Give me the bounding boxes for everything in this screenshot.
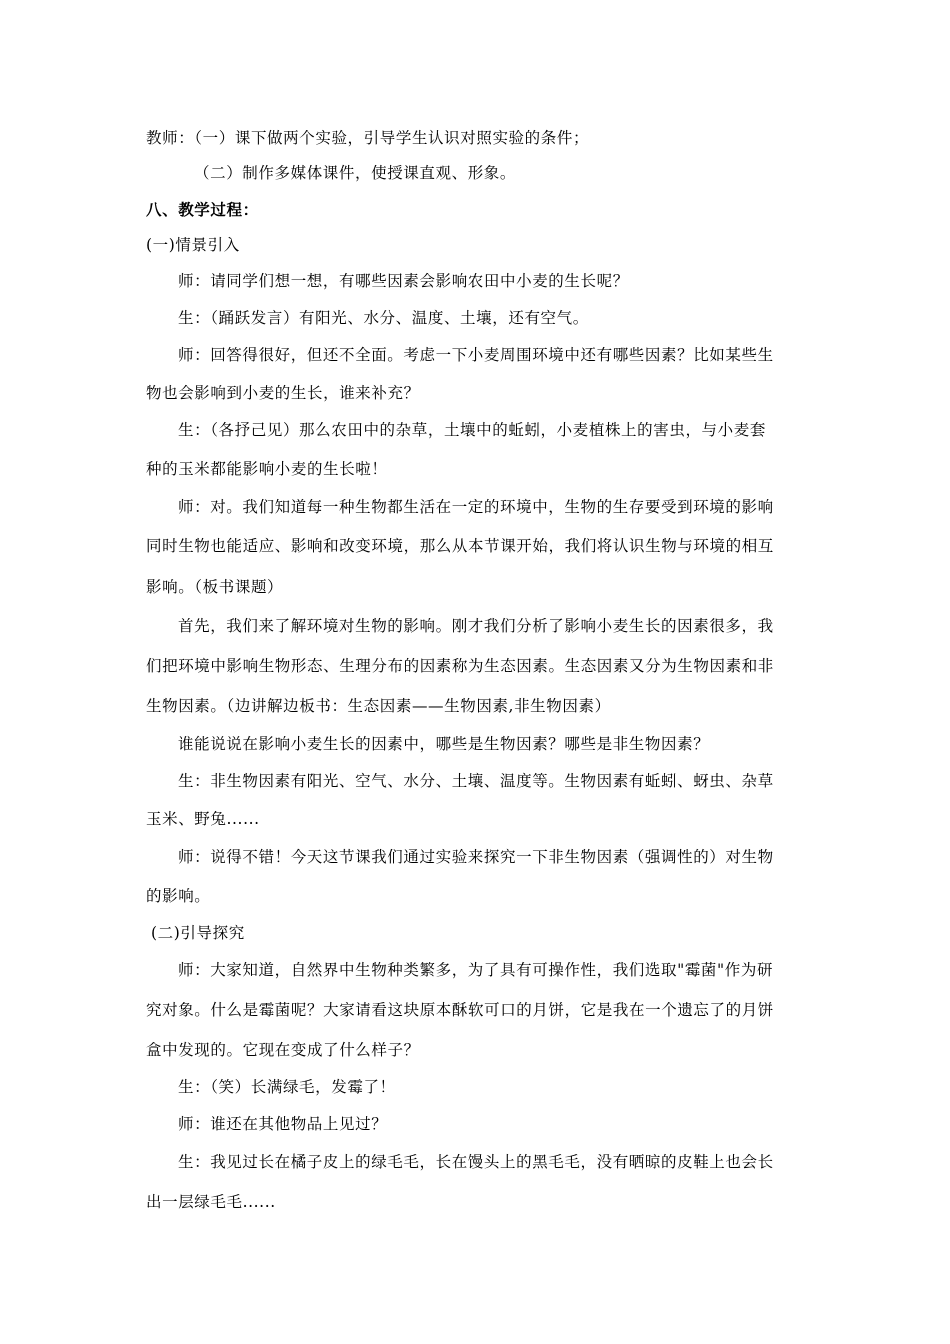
paragraph-line-15: 们把环境中影响生物形态、生理分布的因素称为生态因素。生态因素又分为生物因素和非 <box>146 657 774 675</box>
paragraph-line-16: 生物因素。（边讲解边板书：生态因素——生物因素,非生物因素） <box>146 697 611 715</box>
paragraph-line-27: 师：谁还在其他物品上见过？ <box>178 1115 388 1133</box>
paragraph-line-6: 生：（踊跃发言）有阳光、水分、温度、土壤，还有空气。 <box>178 309 589 327</box>
paragraph-line-25: 盒中发现的。它现在变成了什么样子？ <box>146 1041 420 1059</box>
paragraph-line-20: 师：说得不错！今天这节课我们通过实验来探究一下非生物因素（强调性的）对生物 <box>178 848 774 866</box>
paragraph-line-18: 生：非生物因素有阳光、空气、水分、土壤、温度等。生物因素有蚯蚓、蚜虫、杂草 <box>178 772 774 790</box>
paragraph-line-5: 师：请同学们想一想，有哪些因素会影响农田中小麦的生长呢？ <box>178 272 629 290</box>
paragraph-line-10: 种的玉米都能影响小麦的生长啦！ <box>146 460 388 478</box>
paragraph-line-29: 出一层绿毛毛...... <box>146 1193 276 1211</box>
paragraph-line-17: 谁能说说在影响小麦生长的因素中，哪些是生物因素？哪些是非生物因素？ <box>178 735 710 753</box>
paragraph-line-14: 首先，我们来了解环境对生物的影响。刚才我们分析了影响小麦生长的因素很多，我 <box>178 617 774 635</box>
paragraph-line-12: 同时生物也能适应、影响和改变环境，那么从本节课开始，我们将认识生物与环境的相互 <box>146 537 774 555</box>
paragraph-line-24: 究对象。什么是霉菌呢？大家请看这块原本酥软可口的月饼，它是我在一个遗忘了的月饼 <box>146 1001 774 1019</box>
paragraph-line-2: （二）制作多媒体课件，使授课直观、形象。 <box>194 164 517 182</box>
paragraph-line-1: 教师：（一）课下做两个实验，引导学生认识对照实验的条件； <box>146 129 590 147</box>
paragraph-line-28: 生：我见过长在橘子皮上的绿毛毛，长在馒头上的黑毛毛，没有晒晾的皮鞋上也会长 <box>178 1153 774 1171</box>
subsection-heading-2: (二)引导探究 <box>151 924 245 942</box>
section-heading: 八、教学过程： <box>146 200 259 219</box>
paragraph-line-8: 物也会影响到小麦的生长，谁来补充？ <box>146 384 420 402</box>
paragraph-line-13: 影响。（板书课题） <box>146 578 284 596</box>
paragraph-line-26: 生：（笑）长满绿毛，发霉了！ <box>178 1078 396 1096</box>
subsection-heading-1: (一)情景引入 <box>146 236 240 254</box>
paragraph-line-11: 师：对。我们知道每一种生物都生活在一定的环境中，生物的生存要受到环境的影响 <box>178 498 774 516</box>
paragraph-line-23: 师：大家知道，自然界中生物种类繁多，为了具有可操作性，我们选取"霉菌"作为研 <box>178 961 774 979</box>
paragraph-line-19: 玉米、野兔...... <box>146 810 260 828</box>
paragraph-line-9: 生：（各抒己见）那么农田中的杂草，土壤中的蚯蚓，小麦植株上的害虫，与小麦套 <box>178 421 766 439</box>
paragraph-line-7: 师：回答得很好，但还不全面。考虑一下小麦周围环境中还有哪些因素？比如某些生 <box>178 346 774 364</box>
paragraph-line-21: 的影响。 <box>146 887 211 905</box>
